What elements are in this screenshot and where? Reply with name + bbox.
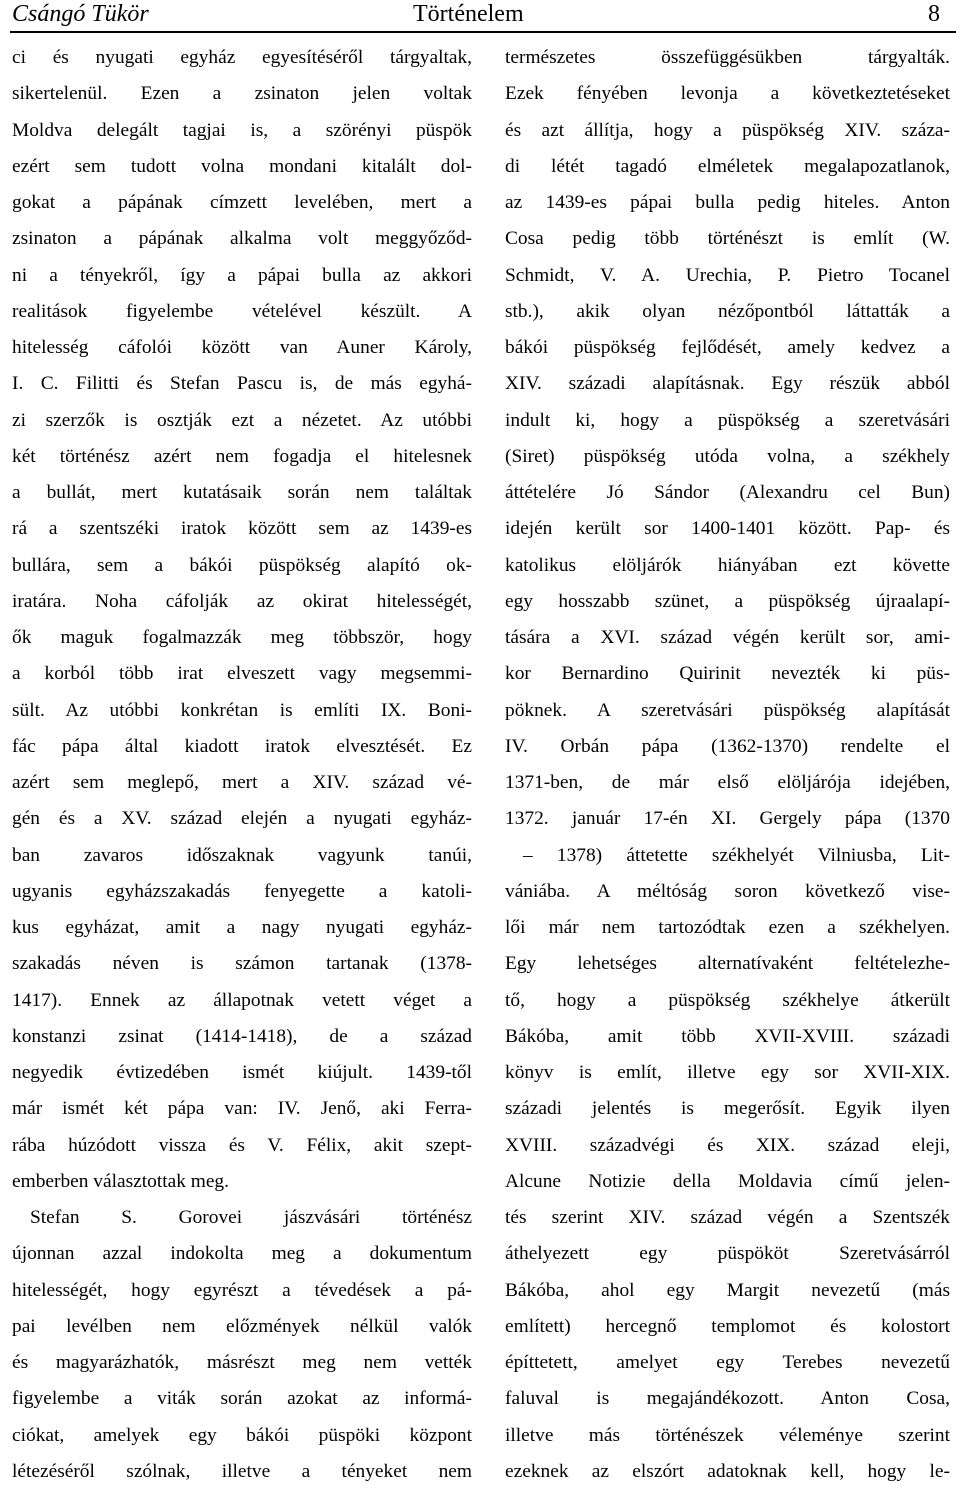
left-column-text-line: a bullát, mert kutatásaik során nem találtak bbox=[12, 482, 472, 503]
right-column-text-line: illetve más történészek véleménye szerint bbox=[505, 1424, 950, 1446]
left-column-text-line: gén és a XV. század elején a nyugati egyház- bbox=[12, 808, 472, 830]
right-column-text-line: Cosa pedig több történészt is említ (W. bbox=[505, 228, 950, 250]
left-column-text-line: ban zavaros időszaknak vagyunk tanúi, bbox=[12, 844, 472, 866]
right-column-text-line: tő, hogy a püspökség székhelye átkerült bbox=[505, 989, 950, 1011]
right-column-text-line: kor Bernardino Quirinit nevezték ki püs- bbox=[505, 663, 950, 685]
left-column-text-line: ciókat, amelyek egy bákói püspöki központ bbox=[12, 1424, 472, 1446]
right-column-text-line: Egy lehetséges alternatívaként feltételezhe- bbox=[505, 953, 950, 975]
right-column-text-line: stb.), akik olyan nézőpontból láttatták a bbox=[505, 300, 950, 322]
left-column-text-line: I. C. Filitti és Stefan Pascu is, de más egyhá- bbox=[12, 373, 472, 395]
left-column-text-line: fác pápa által kiadott iratok elvesztését. Ez bbox=[12, 735, 472, 757]
left-column-text-line: ni a tényekről, így a pápai bulla az akkori bbox=[12, 264, 472, 286]
left-column bbox=[12, 40, 472, 1490]
section-title: Történelem bbox=[413, 1, 524, 27]
left-column-text-line: két történész azért nem fogadja el hitelesnek bbox=[12, 445, 472, 467]
left-column-text-line: gokat a pápának címzett levelében, mert a bbox=[12, 192, 472, 213]
right-column-text-line: egy hosszabb szünet, a püspökség újraalapí- bbox=[505, 590, 950, 612]
right-column-text-line: építtetett, amelyet egy Terebes nevezetű bbox=[505, 1352, 950, 1373]
right-column-text-line: Bákóba, amit több XVII-XVIII. századi bbox=[505, 1025, 950, 1047]
right-column-text-line: tására a XVI. század végén került sor, ami- bbox=[505, 627, 950, 648]
right-column-text-line: (Siret) püspökség utóda volna, a székhely bbox=[505, 445, 950, 467]
left-column-text-line: emberben választottak meg. bbox=[12, 1170, 229, 1192]
left-column-text-line: negyedik évtizedében ismét kiújult. 1439-től bbox=[12, 1062, 472, 1083]
left-column-text-line: zi szerzők is osztják ezt a nézetet. Az utóbbi bbox=[12, 409, 472, 431]
left-column-text-line: 1417). Ennek az állapotnak vetett véget a bbox=[12, 989, 472, 1011]
journal-title: Csángó Tükör bbox=[12, 1, 149, 27]
left-column-text-line: rá a szentszéki iratok között sem az 1439-es bbox=[12, 518, 472, 540]
left-column-text-line: sült. Az utóbbi konkrétan is említi IX. Boni- bbox=[12, 699, 472, 721]
right-column-text-line: faluval is megajándékozott. Anton Cosa, bbox=[505, 1388, 950, 1410]
right-column-text-line: könyv is említ, illetve egy sor XVII-XIX. bbox=[505, 1062, 950, 1083]
right-column-text-line: említett) hercegnő templomot és kolostort bbox=[505, 1315, 950, 1337]
left-column-text-line: azért sem meglepő, mert a XIV. század vé- bbox=[12, 772, 472, 793]
right-column-text-line: bákói püspökség fejlődését, amely kedvez a bbox=[505, 337, 950, 358]
left-column-text-line: pai levélben nem előzmények nélkül valók bbox=[12, 1315, 472, 1337]
left-column-text-line: bullára, sem a bákói püspökség alapító ok- bbox=[12, 554, 472, 576]
right-column-text-line: és azt állítja, hogy a püspökség XIV. száza- bbox=[505, 119, 950, 141]
left-column-text-line: ci és nyugati egyház egyesítéséről tárgyaltak, bbox=[12, 47, 472, 68]
right-column-text-line: áttételére Jó Sándor (Alexandru cel Bun) bbox=[505, 482, 950, 503]
left-column-text-line: kus egyházat, amit a nagy nyugati egyház- bbox=[12, 917, 472, 938]
right-column-text-line: XVIII. századvégi és XIX. század eleji, bbox=[505, 1134, 950, 1156]
page-number: 8 bbox=[928, 1, 940, 27]
left-column-text-line: létezéséről szólnak, illetve a tényeket nem bbox=[12, 1460, 472, 1482]
right-column-text-line: vániába. A méltóság soron következő vise- bbox=[505, 880, 950, 902]
right-column-text-line: az 1439-es pápai bulla pedig hiteles. Anton bbox=[505, 192, 950, 213]
right-column-text-line: Ezek fényében levonja a következtetéseket bbox=[505, 83, 950, 105]
left-column-text-line: és magyarázhatók, másrészt meg nem vették bbox=[12, 1352, 472, 1373]
left-column-text-line: iratára. Noha cáfolják az okirat hitelességét, bbox=[12, 590, 472, 612]
left-column-text-line: ugyanis egyházszakadás fenyegette a katoli- bbox=[12, 880, 472, 902]
right-column-text-line: pöknek. A szeretvásári püspökség alapítását bbox=[505, 699, 950, 721]
page-header bbox=[0, 0, 960, 34]
left-column-text-line: realitások figyelembe vételével készült. A bbox=[12, 300, 472, 322]
right-column-text-line: lői már nem tartozódtak ezen a székhelyen. bbox=[505, 917, 950, 938]
left-column-text-line: ezért sem tudott volna mondani kitalált dol- bbox=[12, 155, 472, 177]
right-column-text-line: IV. Orbán pápa (1362-1370) rendelte el bbox=[505, 735, 950, 757]
right-column-text-line: 1371-ben, de már első elöljárója idejében, bbox=[505, 772, 950, 793]
right-column-text-line: századi jelentés is megerősít. Egyik ilyen bbox=[505, 1098, 950, 1120]
right-column-text-line: Schmidt, V. A. Urechia, P. Pietro Tocanel bbox=[505, 264, 950, 286]
right-column-text-line: 1372. január 17-én XI. Gergely pápa (1370 bbox=[505, 808, 950, 830]
right-column bbox=[505, 40, 950, 1490]
left-column-text-line: ők maguk fogalmazzák meg többször, hogy bbox=[12, 627, 472, 648]
right-column-text-line: áthelyezett egy püspököt Szeretvásárról bbox=[505, 1243, 950, 1265]
left-column-text-line: Stefan S. Gorovei jászvásári történész bbox=[30, 1207, 472, 1228]
left-column-text-line: sikertelenül. Ezen a zsinaton jelen voltak bbox=[12, 83, 472, 105]
right-column-text-line: természetes összefüggésükben tárgyalták. bbox=[505, 47, 950, 68]
right-column-text-line: tés szerint XIV. század végén a Szentszék bbox=[505, 1207, 950, 1228]
right-column-text-line: idején került sor 1400-1401 között. Pap- és bbox=[505, 518, 950, 540]
left-column-text-line: szakadás néven is számon tartanak (1378- bbox=[12, 953, 472, 975]
left-column-text-line: konstanzi zsinat (1414-1418), de a század bbox=[12, 1025, 472, 1047]
right-column-text-line: Bákóba, ahol egy Margit nevezetű (más bbox=[505, 1279, 950, 1301]
right-column-text-line: XIV. századi alapításnak. Egy részük abból bbox=[505, 373, 950, 395]
right-column-text-line: indult ki, hogy a püspökség a szeretvásári bbox=[505, 409, 950, 431]
right-column-text-line: katolikus elöljárók hiányában ezt követte bbox=[505, 554, 950, 576]
left-column-text-line: hitelességét, hogy egyrészt a tévedések a pá- bbox=[12, 1279, 472, 1301]
right-column-text-line: ezeknek az elszórt adatoknak kell, hogy le- bbox=[505, 1460, 950, 1482]
left-column-text-line: figyelembe a viták során azokat az informá- bbox=[12, 1388, 472, 1410]
left-column-text-line: újonnan azzal indokolta meg a dokumentum bbox=[12, 1243, 472, 1265]
left-column-text-line: hitelesség cáfolói között van Auner Károly, bbox=[12, 337, 472, 358]
left-column-text-line: már ismét két pápa van: IV. Jenő, aki Ferra- bbox=[12, 1098, 472, 1120]
right-column-text-line: di létét tagadó elméletek megalapozatlanok, bbox=[505, 155, 950, 177]
left-column-text-line: rába húzódott vissza és V. Félix, akit szept- bbox=[12, 1134, 472, 1156]
right-column-text-line: – 1378) áttetette székhelyét Vilniusba, Lit- bbox=[523, 844, 950, 866]
left-column-text-line: Moldva delegált tagjai is, a szörényi püspök bbox=[12, 119, 472, 141]
right-column-text-line: Alcune Notizie della Moldavia című jelen- bbox=[505, 1170, 950, 1192]
left-column-text-line: a korból több irat elveszett vagy megsemmi- bbox=[12, 663, 472, 685]
header-rule bbox=[10, 31, 956, 33]
left-column-text-line: zsinaton a pápának alkalma volt meggyőződ- bbox=[12, 228, 472, 250]
